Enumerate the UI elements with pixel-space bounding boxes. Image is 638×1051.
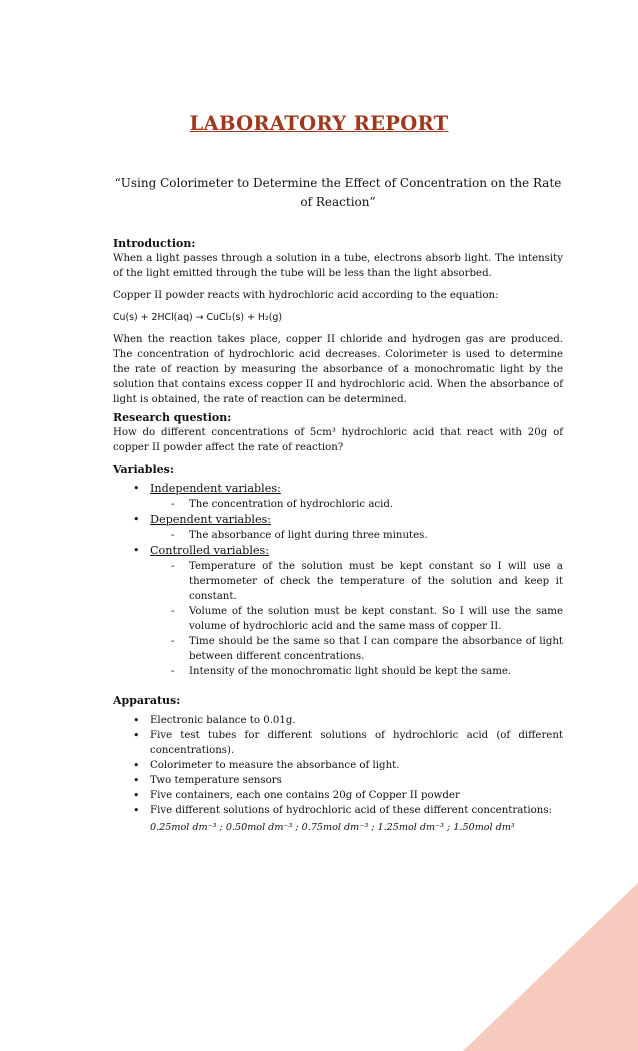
independent-variable-item: - The concentration of hydrochloric acid. bbox=[150, 497, 563, 512]
introduction-paragraph-1: When a light passes through a solution in a tube, electrons absorb light. The intensity of the light emitted through the tube will be less than the light absorbed. bbox=[113, 253, 563, 279]
concentrations-list: 0.25mol dm⁻³ ; 0.50mol dm⁻³ ; 0.75mol dm⁻³ ; 1.25mol dm⁻³ ; 1.50mol dm³ bbox=[150, 822, 515, 833]
independent-variables-label: Independent variables: bbox=[150, 482, 281, 495]
introduction-paragraph-2: Copper II powder reacts with hydrochloric acid according to the equation: bbox=[113, 290, 499, 301]
dependent-variables-label: Dependent variables: bbox=[150, 513, 272, 526]
research-question-text: How do different concentrations of 5cm³ hydrochloric acid that react with 20g of copper II powder affect the rate of reaction? bbox=[113, 427, 563, 453]
report-body bbox=[113, 236, 563, 835]
variable-group-dependent bbox=[113, 512, 563, 543]
apparatus-item: • Five different solutions of hydrochloric acid of these different concentrations: bbox=[113, 803, 563, 818]
apparatus-item: • Colorimeter to measure the absorbance of light. bbox=[113, 758, 563, 773]
variables-list bbox=[113, 481, 563, 679]
introduction-paragraph-3: When the reaction takes place, copper II chloride and hydrogen gas are produced. The concentration of hydrochloric acid decreases. Colorimeter is used to determine the rate of reaction by measuring the absorbance of a monochromatic light by the solution that contains excess copper II and hydrochloric acid. When the absorbance of light is obtained, the rate of reaction can be determined. bbox=[113, 334, 563, 405]
independent-variables-list bbox=[150, 497, 563, 512]
introduction-heading: Introduction: bbox=[113, 237, 196, 250]
variable-group-independent bbox=[113, 481, 563, 512]
apparatus-item: • Five containers, each one contains 20g of Copper II powder bbox=[113, 788, 563, 803]
corner-triangle bbox=[463, 883, 638, 1051]
dependent-variable-item: - The absorbance of light during three minutes. bbox=[150, 528, 563, 543]
controlled-variable-item: - Time should be the same so that I can compare the absorbance of light between different concentrations. bbox=[150, 634, 563, 664]
apparatus-item: • Two temperature sensors bbox=[113, 773, 563, 788]
controlled-variable-item: - Volume of the solution must be kept constant. So I will use the same volume of hydrochloric acid and the same mass of copper II. bbox=[150, 604, 563, 634]
controlled-variable-item: - Intensity of the monochromatic light should be kept the same. bbox=[150, 664, 563, 679]
page-corner-decoration bbox=[463, 883, 638, 1051]
controlled-variables-label: Controlled variables: bbox=[150, 544, 270, 557]
page-number: 5 bbox=[586, 881, 604, 914]
apparatus-heading: Apparatus: bbox=[113, 694, 181, 707]
dependent-variables-list bbox=[150, 528, 563, 543]
reaction-equation: Cu(s) + 2HCl(aq) → CuCl₂(s) + H₂(g) bbox=[113, 312, 282, 323]
report-title: LABORATORY REPORT bbox=[189, 112, 449, 135]
variable-group-controlled bbox=[113, 543, 563, 679]
apparatus-item: • Electronic balance to 0.01g. bbox=[113, 713, 563, 728]
report-subtitle: “Using Colorimeter to Determine the Effect of Concentration on the Rate of Reaction” bbox=[114, 176, 562, 209]
apparatus-list bbox=[113, 713, 563, 818]
controlled-variable-item: - Temperature of the solution must be kept constant so I will use a thermometer of check the temperature of the solution and keep it constant. bbox=[150, 559, 563, 604]
apparatus-item: • Five test tubes for different solutions of hydrochloric acid (of different concentrations). bbox=[113, 728, 563, 758]
variables-heading: Variables: bbox=[113, 463, 174, 476]
research-question-heading: Research question: bbox=[113, 411, 232, 424]
concentrations-line-wrapper bbox=[113, 820, 563, 835]
controlled-variables-list bbox=[150, 559, 563, 679]
